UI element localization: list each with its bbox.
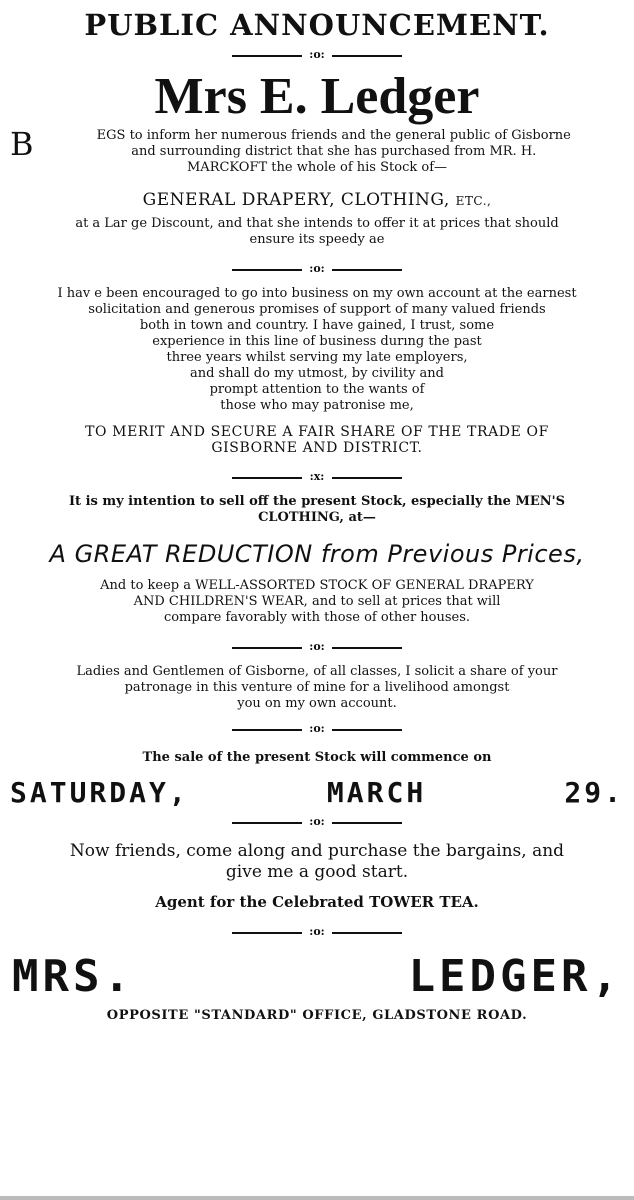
sale-date: [4, 776, 630, 809]
ladies-line: patronage in this venture of mine for a livelihood amongst: [124, 680, 510, 695]
signature-title: MRS.: [12, 951, 134, 1002]
experience-line: both in town and country. I have gained, I trust, some: [139, 318, 495, 333]
drop-cap: B: [10, 125, 34, 163]
reduction-heading: A GREAT REDUCTION from Previous Prices,: [49, 540, 585, 568]
sale-day: SATURDAY,: [10, 776, 189, 809]
intro-line: and surrounding district that she has purchased from MR. H.: [131, 144, 537, 159]
stock-paragraph: [4, 578, 630, 626]
separator: :o:: [232, 815, 402, 829]
announcement-page: [0, 8, 634, 1200]
page-title: PUBLIC ANNOUNCEMENT.: [84, 8, 550, 42]
goods-main: GENERAL DRAPERY, CLOTHING,: [142, 190, 450, 210]
intro-line: MARCKOFT the whole of his Stock of—: [187, 160, 447, 175]
signature: [4, 951, 630, 1002]
discount-paragraph: [4, 216, 630, 248]
goods-heading: [4, 190, 630, 210]
sale-line: The sale of the present Stock will commence on: [142, 750, 492, 765]
experience-line: and shall do my utmost, by civility and: [189, 366, 444, 381]
address-line: OPPOSITE "STANDARD" OFFICE, GLADSTONE ROAD.: [106, 1008, 528, 1023]
stock-line: And to keep a WELL-ASSORTED STOCK OF GENERAL DRAPERY: [100, 578, 534, 593]
intention-line: It is my intention to sell off the present Stock, especially the MEN'S: [68, 494, 566, 509]
separator: :o:: [232, 925, 402, 939]
merit-line: TO MERIT AND SECURE A FAIR SHARE OF THE TRADE OF: [85, 424, 549, 440]
sale-month: MARCH: [326, 776, 427, 809]
intention-paragraph: [4, 494, 630, 526]
goods-etc: ETC.,: [455, 194, 492, 208]
ladies-line: Ladies and Gentlemen of Gisborne, of all classes, I solicit a share of your: [76, 664, 558, 679]
experience-paragraph: [4, 286, 630, 414]
bottom-divider: [0, 1196, 634, 1200]
proprietor-name: Mrs E. Ledger: [154, 68, 480, 125]
agent-line: Agent for the Celebrated TOWER TEA.: [155, 893, 479, 911]
friends-line: give me a good start.: [225, 862, 409, 882]
separator: :o:: [232, 262, 402, 276]
experience-line: solicitation and generous promises of support of many valued friends: [88, 302, 546, 317]
friends-line: Now friends, come along and purchase the bargains, and: [69, 841, 565, 861]
sale-date-number: 29.: [564, 776, 624, 809]
experience-line: experience in this line of business durıng the past: [152, 334, 482, 349]
stock-line: compare favorably with those of other houses.: [163, 610, 471, 625]
experience-line: prompt attention to the wants of: [209, 382, 425, 397]
experience-line: three years whilst serving my late employers,: [166, 350, 468, 365]
signature-name: LEDGER,: [408, 951, 622, 1002]
separator: :o:: [232, 722, 402, 736]
separator: :o:: [232, 640, 402, 654]
discount-line: at a Lar ge Discount, and that she intends to offer it at prices that should: [75, 216, 559, 231]
intention-line: CLOTHING, at—: [258, 510, 376, 525]
merit-line: GISBORNE AND DISTRICT.: [211, 440, 423, 456]
merit-heading: [4, 424, 630, 456]
friends-paragraph: [4, 841, 630, 883]
experience-line: I hav e been encouraged to go into business on my own account at the earnest: [57, 286, 577, 301]
ladies-line: you on my own account.: [237, 696, 397, 711]
experience-line: those who may patronise me,: [220, 398, 414, 413]
separator: :o:: [232, 48, 402, 62]
intro-line: EGS to inform her numerous friends and the general public of Gisborne: [96, 128, 571, 143]
discount-line: ensure its speedy ae: [249, 232, 385, 247]
stock-line: AND CHILDREN'S WEAR, and to sell at prices that will: [133, 594, 501, 609]
separator: :x:: [232, 470, 402, 484]
intro-paragraph: [4, 125, 630, 176]
ladies-paragraph: [4, 664, 630, 712]
